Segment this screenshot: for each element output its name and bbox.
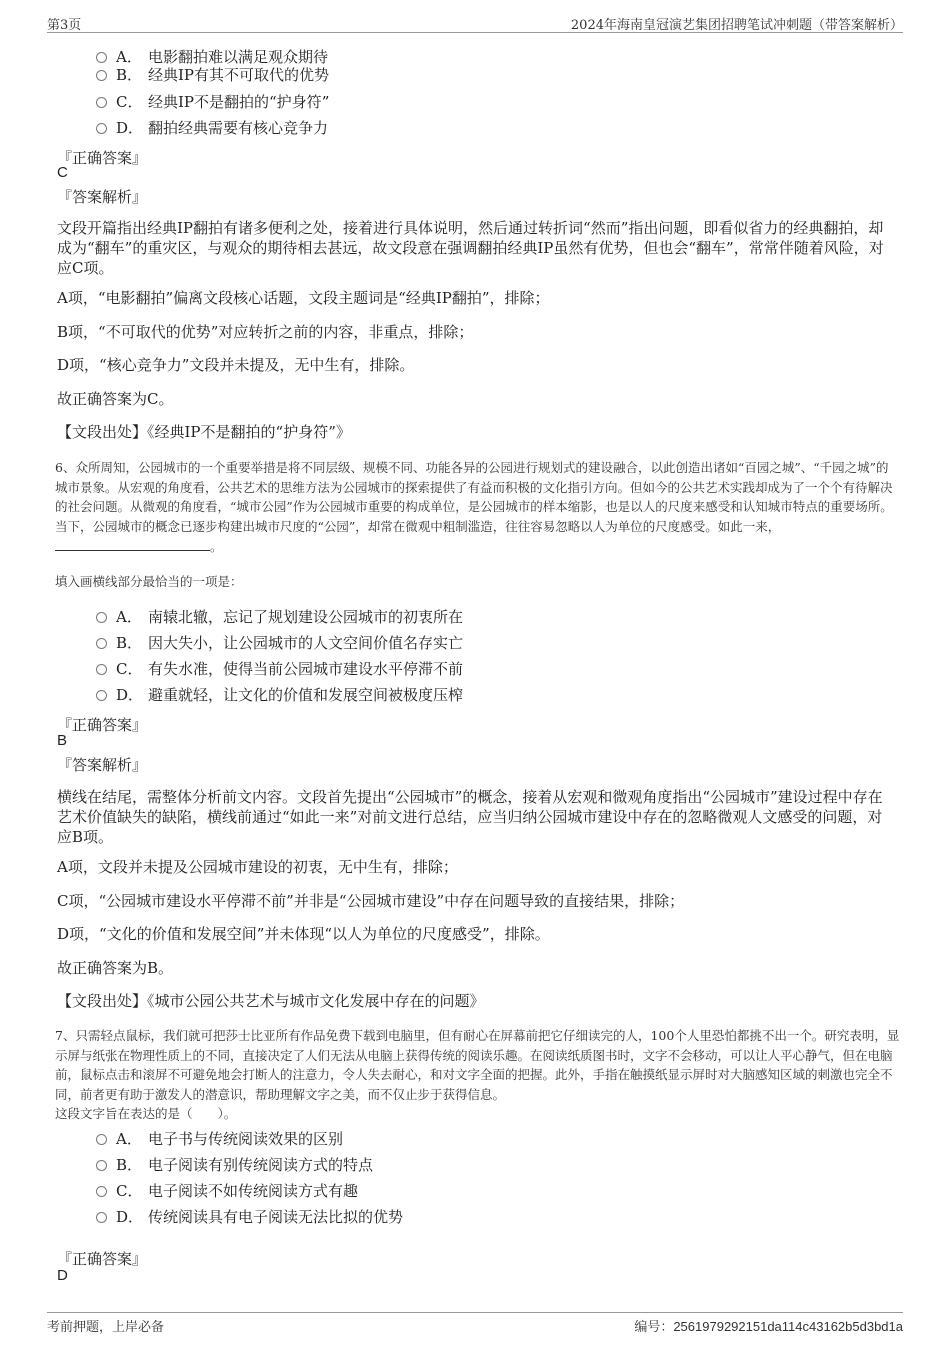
q6-answer-heading: 『正确答案』: [57, 716, 148, 734]
radio-icon[interactable]: [96, 638, 107, 649]
radio-icon[interactable]: [96, 52, 107, 63]
q6-analysis-a: A项，文段并未提及公园城市建设的初衷，无中生有，排除；: [57, 858, 458, 876]
q7-option-d[interactable]: D． 传统阅读具有电子阅读无法比拟的优势: [96, 1207, 403, 1227]
q7-option-a[interactable]: A． 电子书与传统阅读效果的区别: [96, 1129, 343, 1149]
radio-icon[interactable]: [96, 690, 107, 701]
q7-prompt: 这段文字旨在表达的是（ ）。: [55, 1106, 237, 1121]
q6-option-a[interactable]: A． 南辕北辙，忘记了规划建设公园城市的初衷所在: [96, 607, 463, 627]
q5-analysis-main: 文段开篇指出经典IP翻拍有诸多便利之处，接着进行具体说明，然后通过转折词“然而”指出问题，即看似省力的经典翻拍，却成为“翻车”的重灾区，与观众的期待相去甚远，故文段意在强调翻拍经典IP虽然有优势，但也会“翻车”，常常伴随着风险，对应C项。: [57, 219, 884, 277]
page-header: [47, 14, 903, 33]
q6-analysis-heading: 『答案解析』: [57, 756, 148, 774]
q6-stem: 6、众所周知，公园城市的一个重要举措是将不同层级、规模不同、功能各异的公园进行规划式的建设融合，以此创造出诸如“百园之城”、“千园之城”的城市景象。从宏观的角度看，公共艺术的思维方法为公园城市的探索提供了有益而积极的文化指引方向。但如今的公共艺术实践却成为了一个个有待解决的社会问题。从微观的角度看，“城市公园”作为公园城市重要的构成单位，是公园城市的样本缩影，也是以人的尺度来感受和认知城市特点的重要场所。当下，公园城市的概念已逐步构建出城市尺度的“公园”，却常在微观中粗制滥造，往往容易忽略以人为单位的尺度感受。如此一来，。: [55, 460, 893, 554]
q7-answer: D: [57, 1267, 68, 1284]
q7-answer-heading: 『正确答案』: [57, 1250, 148, 1268]
q5-analysis-heading: 『答案解析』: [57, 188, 148, 206]
q5-option-a[interactable]: A． 电影翻拍难以满足观众期待: [96, 47, 328, 67]
q5-analysis-b: B项，“不可取代的优势”对应转折之前的内容，非重点，排除；: [57, 323, 474, 341]
radio-icon[interactable]: [96, 123, 107, 134]
radio-icon[interactable]: [96, 1186, 107, 1197]
radio-icon[interactable]: [96, 97, 107, 108]
q5-analysis-a: A项，“电影翻拍”偏离文段核心话题，文段主题词是“经典IP翻拍”，排除；: [57, 289, 550, 307]
q6-prompt: 填入画横线部分最恰当的一项是：: [55, 574, 243, 589]
radio-icon[interactable]: [96, 612, 107, 623]
q5-conclusion: 故正确答案为C。: [57, 390, 174, 408]
q6-conclusion: 故正确答案为B。: [57, 959, 174, 977]
q5-option-b[interactable]: B． 经典IP有其不可取代的优势: [96, 65, 329, 85]
q5-option-c[interactable]: C． 经典IP不是翻拍的“护身符”: [96, 92, 329, 112]
q7-stem: 7、只需轻点鼠标，我们就可把莎士比亚所有作品免费下载到电脑里，但有耐心在屏幕前把它仔细读完的人，100个人里恐怕都挑不出一个。研究表明，显示屏与纸张在物理性质上的不同，直接决定了人们无法从电脑上获得传统的阅读乐趣。在阅读纸质图书时，文字不会移动，可以让人平心静气，但在电脑前，鼠标点击和滚屏不可避免地会打断人的注意力，令人失去耐心，和对文字全面的把握。此外，手指在触摸纸显示屏时对大脑感知区域的刺激也完全不同，前者更有助于激发人的潜意识，帮助理解文字之美，而不仅止步于获得信息。: [55, 1028, 900, 1102]
radio-icon[interactable]: [96, 664, 107, 675]
page-footer: [47, 1312, 903, 1335]
q6-analysis-d: D项，“文化的价值和发展空间”并未体现“以人为单位的尺度感受”，排除。: [57, 925, 550, 943]
q6-analysis-c: C项，“公园城市建设水平停滞不前”并非是“公园城市建设”中存在问题导致的直接结果，排除；: [57, 892, 685, 910]
fill-blank: [55, 536, 210, 551]
radio-icon[interactable]: [96, 1212, 107, 1223]
q5-source: 【文段出处】《经典IP不是翻拍的“护身符”》: [57, 423, 351, 441]
q7-option-b[interactable]: B． 电子阅读有别传统阅读方式的特点: [96, 1155, 373, 1175]
q7-option-c[interactable]: C． 电子阅读不如传统阅读方式有趣: [96, 1181, 358, 1201]
q5-answer-heading: 『正确答案』: [57, 149, 148, 167]
q6-source: 【文段出处】《城市公园公共艺术与城市文化发展中存在的问题》: [57, 992, 485, 1010]
radio-icon[interactable]: [96, 1160, 107, 1171]
document-title: 2024年海南皇冠演艺集团招聘笔试冲刺题（带答案解析）: [570, 18, 903, 33]
page-number: 第3页: [47, 18, 82, 33]
q5-option-d[interactable]: D． 翻拍经典需要有核心竞争力: [96, 118, 328, 138]
document-code: 编号：2561979292151da114c43162b5d3bd1a: [634, 1319, 903, 1335]
radio-icon[interactable]: [96, 1134, 107, 1145]
q6-option-c[interactable]: C． 有失水准，使得当前公园城市建设水平停滞不前: [96, 659, 463, 679]
footer-slogan: 考前押题，上岸必备: [47, 1320, 165, 1335]
radio-icon[interactable]: [96, 70, 107, 81]
q5-answer: C: [57, 164, 68, 181]
q6-answer: B: [57, 732, 68, 749]
q6-option-b[interactable]: B． 因大失小，让公园城市的人文空间价值名存实亡: [96, 633, 463, 653]
q6-option-d[interactable]: D． 避重就轻，让文化的价值和发展空间被极度压榨: [96, 685, 463, 705]
q5-analysis-d: D项，“核心竞争力”文段并未提及，无中生有，排除。: [57, 356, 415, 374]
q6-analysis-main: 横线在结尾，需整体分析前文内容。文段首先提出“公园城市”的概念，接着从宏观和微观角度指出“公园城市”建设过程中存在艺术价值缺失的缺陷，横线前通过“如此一来”对前文进行总结，应当归纳公园城市建设中存在的忽略微观人文感受的问题，对应B项。: [57, 788, 883, 846]
